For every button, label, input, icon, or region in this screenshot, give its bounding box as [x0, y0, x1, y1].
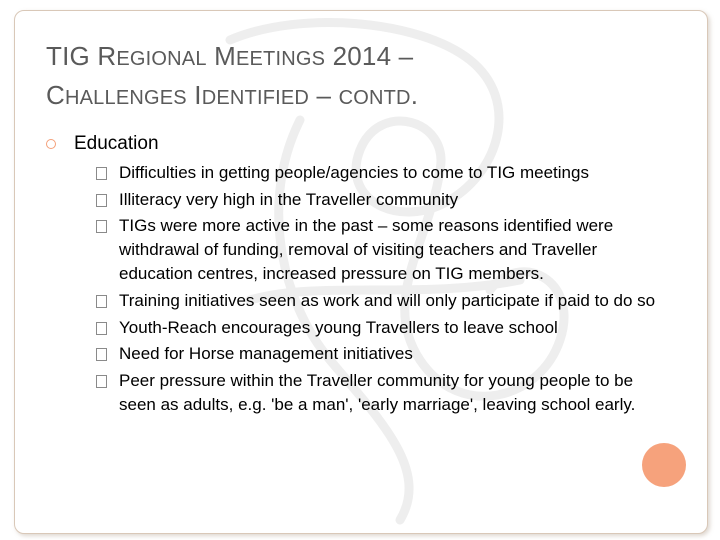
- list-item-text: Need for Horse management initiatives: [119, 344, 413, 364]
- title-segment: CONTD: [338, 87, 411, 109]
- list-item: [96, 161, 656, 185]
- list-item: [96, 342, 656, 366]
- list-item: [96, 369, 656, 417]
- list-item-text: TIGs were more active in the past – some reasons identified were withdrawal of funding, removal of visiting teachers and Traveller education centres, increased pressure on TIG members.: [119, 216, 614, 284]
- title-segment: –: [309, 80, 339, 110]
- title-segment: .: [410, 80, 419, 110]
- title-segment: C: [46, 80, 65, 110]
- title-segment: HALLENGES: [64, 87, 187, 109]
- title-line-2: [46, 77, 666, 116]
- title-segment: TIG R: [46, 41, 117, 71]
- checkbox-bullet-icon: [96, 375, 107, 388]
- list-item-text: Peer pressure within the Traveller community for young people to be seen as adults, e.g. 'be a man', 'early marriage', leaving school early.: [119, 371, 636, 415]
- checkbox-bullet-icon: [96, 194, 107, 207]
- list-item-text: Illiteracy very high in the Traveller community: [119, 189, 459, 209]
- list-item: [96, 316, 656, 340]
- list-item-text: Training initiatives seen as work and will only participate if paid to do so: [119, 291, 656, 311]
- checkbox-bullet-icon: [96, 220, 107, 233]
- list-item-text: Youth-Reach encourages young Travellers to leave school: [119, 317, 558, 337]
- checkbox-bullet-icon: [96, 167, 107, 180]
- checkbox-bullet-icon: [96, 348, 107, 361]
- title-segment: 2014 –: [325, 41, 414, 71]
- title-segment: DENTIFIED: [201, 87, 310, 109]
- slide-title: [46, 38, 666, 116]
- ring-bullet-icon: [46, 139, 56, 149]
- bullet-list: [96, 161, 656, 420]
- title-segment: I: [186, 80, 202, 110]
- list-item-text: Difficulties in getting people/agencies to come to TIG meetings: [119, 163, 589, 182]
- section-education: [46, 132, 686, 156]
- checkbox-bullet-icon: [96, 322, 107, 335]
- section-label: Education: [74, 133, 159, 154]
- checkbox-bullet-icon: [96, 295, 107, 308]
- title-line-1: [46, 38, 666, 77]
- title-segment: EGIONAL: [116, 48, 207, 70]
- title-segment: M: [206, 41, 236, 71]
- list-item: [96, 289, 656, 313]
- title-segment: EETINGS: [235, 48, 326, 70]
- list-item: [96, 214, 656, 286]
- accent-circle: [642, 443, 686, 487]
- list-item: [96, 188, 656, 212]
